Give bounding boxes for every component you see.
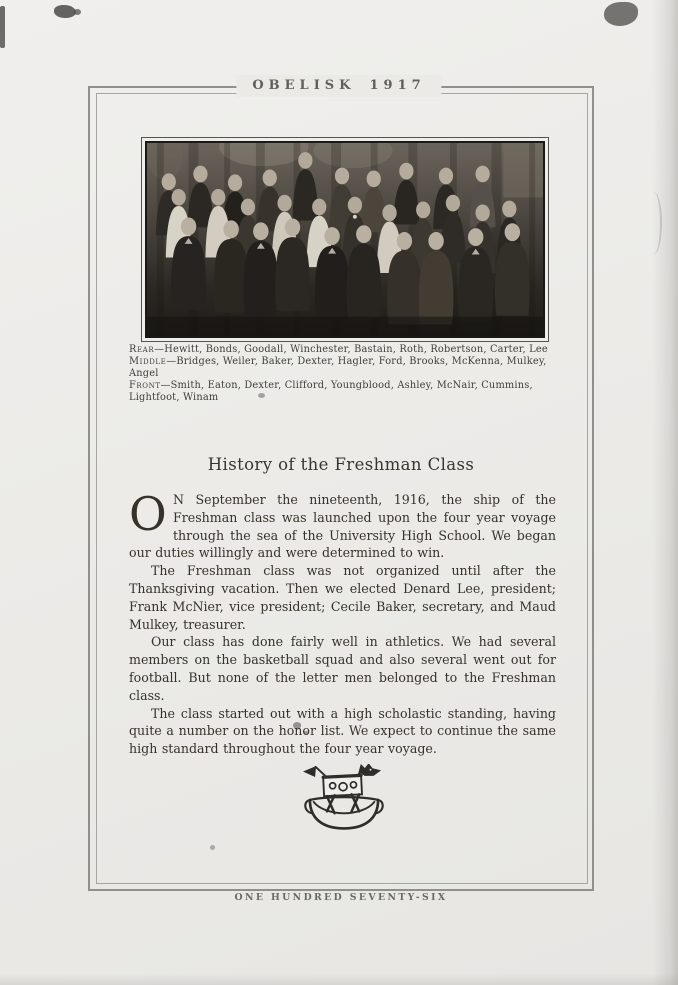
ship-mascot-illustration (302, 764, 386, 836)
article-body (129, 487, 556, 758)
page-footer (96, 892, 586, 903)
running-header (236, 75, 441, 97)
paragraph-1 (129, 487, 556, 562)
caption-row-label: Middle (129, 356, 167, 367)
scan-speck (74, 9, 81, 15)
hull-inner-line (314, 802, 375, 813)
photo-caption (129, 344, 563, 404)
paragraph-1-text: N September the nineteenth, 1916, the ship of the Freshman class was launched upon the four year voyage through the sea of the University High School. We began our duties willingly and were determined to win. (129, 492, 556, 561)
caption-row-label: Front (129, 380, 161, 391)
paragraph-2: The Freshman class was not organized until after the Thanksgiving vacation. Then we elected Denard Lee, president; Frank McNier, vice president; Cecile Baker, secretary, and Maud Mulkey, treasurer. (129, 563, 556, 632)
caption-row-middle (129, 356, 563, 380)
class-photo-frame (141, 137, 549, 342)
article-heading: History of the Freshman Class (207, 455, 475, 474)
class-emblem (302, 764, 386, 836)
paragraph-3: Our class has done fairly well in athletics. We had several members on the basketball squad and also several went out for football. But none of the letter men belonged to the Freshman class. (129, 634, 556, 703)
page-edge-shadow-right (652, 0, 678, 985)
page-edge-shadow-bottom (0, 973, 678, 985)
caption-row-names: —Bridges, Weiler, Baker, Dexter, Hagler, Ford, Brooks, McKenna, Mulkey, Angel (129, 356, 547, 379)
folio-text: ONE HUNDRED SEVENTY-SIX (234, 892, 448, 903)
header-title: OBELISK (252, 78, 356, 93)
scan-speck (0, 6, 5, 48)
caption-row-label: Rear (129, 344, 155, 355)
class-photo (145, 141, 545, 338)
caption-row-names: —Smith, Eaton, Dexter, Clifford, Youngblood, Ashley, McNair, Cummins, Lightfoot, Winam (129, 380, 533, 403)
caption-row-rear (129, 344, 563, 356)
flag (304, 767, 315, 776)
hull-rim (310, 797, 378, 800)
header-year: 1917 (369, 78, 426, 93)
scan-speck (54, 5, 76, 18)
dropcap: O (129, 487, 167, 541)
scan-speck (604, 2, 638, 26)
caption-row-names: —Hewitt, Bonds, Goodall, Winchester, Bastain, Roth, Robertson, Carter, Lee (154, 344, 548, 355)
caption-row-front (129, 380, 563, 404)
paragraph-4: The class started out with a high scholastic standing, having quite a number on the honor list. We expect to continue the same high standard throughout the four year voyage. (129, 705, 556, 757)
